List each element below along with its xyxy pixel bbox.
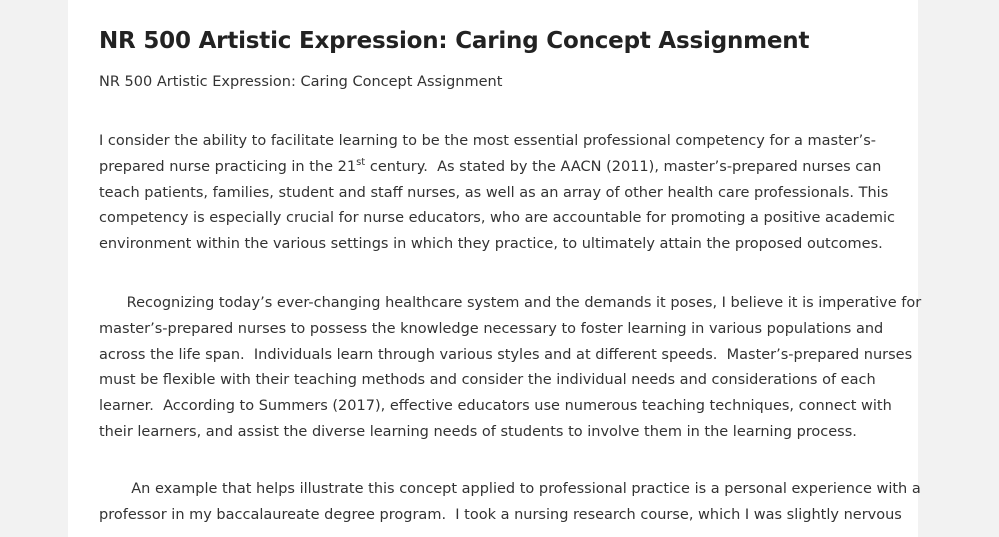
- paragraph-1-line-1: I consider the ability to facilitate learning to be the most essential professional competency for a master’s-: [99, 133, 877, 149]
- paragraph-2-line-1: Recognizing today’s ever-changing healthcare system and the demands it poses, I believe it is imperative for: [99, 295, 922, 311]
- paragraph-2-line-6: their learners, and assist the diverse learning needs of students to involve them in the learning process.: [99, 423, 857, 440]
- paragraph-1: [99, 129, 896, 258]
- article-page: [68, 0, 922, 537]
- paragraph-2-line-2: master’s-prepared nurses to possess the knowledge necessary to foster learning in various populations and: [99, 320, 884, 337]
- paragraph-2-line-3: across the life span. Individuals learn through various styles and at different speeds. Master’s-prepared nurses: [99, 346, 913, 363]
- paragraph-1-line-3: teach patients, families, student and staff nurses, as well as an array of other health care professionals. This: [99, 184, 889, 201]
- paragraph-3-line-2: professor in my baccalaureate degree program. I took a nursing research course, which I was slightly nervous: [99, 506, 902, 523]
- paragraph-2-line-5: learner. According to Summers (2017), effective educators use numerous teaching techniques, connect with: [99, 398, 892, 415]
- paragraph-3: [99, 477, 921, 529]
- article-subtitle: NR 500 Artistic Expression: Caring Concept Assignment: [99, 74, 503, 90]
- paragraph-2: [99, 291, 922, 446]
- paragraph-1-line-4: competency is especially crucial for nurse educators, who are accountable for promoting a positive academic: [99, 210, 896, 227]
- line-text: prepared nurse practicing in the 21: [99, 158, 357, 175]
- line-text: century. As stated by the AACN (2011), master’s-prepared nurses can: [365, 158, 882, 175]
- paragraph-3-line-1: An example that helps illustrate this concept applied to professional practice is a personal experience with a: [99, 481, 921, 497]
- ordinal-superscript: st: [356, 156, 366, 168]
- paragraph-1-line-5: environment within the various settings in which they practice, to ultimately attain the proposed outcomes.: [99, 236, 883, 253]
- paragraph-1-line-2: [99, 155, 889, 181]
- article-title: NR 500 Artistic Expression: Caring Concept Assignment: [99, 28, 810, 54]
- paragraph-2-line-4: must be flexible with their teaching methods and consider the individual needs and considerations of each: [99, 372, 876, 389]
